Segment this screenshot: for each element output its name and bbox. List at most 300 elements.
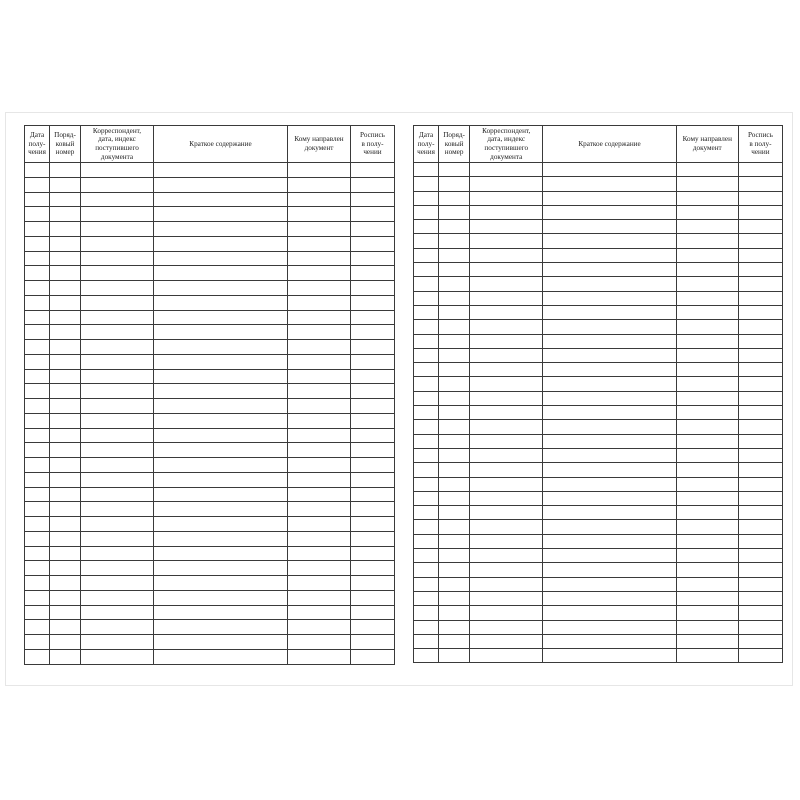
cell-number[interactable] — [439, 506, 470, 520]
cell-correspondent[interactable] — [470, 649, 543, 663]
cell-correspondent[interactable] — [81, 502, 154, 517]
cell-signature[interactable] — [738, 634, 782, 648]
cell-date[interactable] — [414, 506, 439, 520]
cell-date[interactable] — [414, 591, 439, 605]
cell-date[interactable] — [414, 620, 439, 634]
cell-correspondent[interactable] — [470, 420, 543, 434]
cell-recipient[interactable] — [676, 477, 738, 491]
cell-number[interactable] — [50, 295, 81, 310]
cell-signature[interactable] — [351, 354, 395, 369]
cell-correspondent[interactable] — [81, 310, 154, 325]
cell-summary[interactable] — [543, 305, 676, 319]
cell-date[interactable] — [414, 520, 439, 534]
cell-date[interactable] — [25, 281, 50, 296]
cell-date[interactable] — [25, 487, 50, 502]
cell-signature[interactable] — [738, 520, 782, 534]
cell-date[interactable] — [414, 391, 439, 405]
cell-summary[interactable] — [154, 620, 288, 635]
cell-recipient[interactable] — [676, 363, 738, 377]
cell-recipient[interactable] — [676, 334, 738, 348]
cell-number[interactable] — [439, 363, 470, 377]
cell-signature[interactable] — [351, 428, 395, 443]
cell-recipient[interactable] — [288, 384, 351, 399]
cell-number[interactable] — [50, 413, 81, 428]
cell-date[interactable] — [25, 590, 50, 605]
cell-recipient[interactable] — [676, 191, 738, 205]
cell-summary[interactable] — [543, 248, 676, 262]
cell-summary[interactable] — [543, 534, 676, 548]
cell-signature[interactable] — [351, 458, 395, 473]
cell-signature[interactable] — [351, 236, 395, 251]
cell-correspondent[interactable] — [470, 177, 543, 191]
cell-signature[interactable] — [738, 420, 782, 434]
cell-date[interactable] — [414, 334, 439, 348]
cell-date[interactable] — [414, 163, 439, 177]
cell-correspondent[interactable] — [81, 458, 154, 473]
cell-recipient[interactable] — [676, 277, 738, 291]
cell-summary[interactable] — [543, 263, 676, 277]
cell-summary[interactable] — [543, 448, 676, 462]
cell-recipient[interactable] — [288, 561, 351, 576]
cell-summary[interactable] — [543, 563, 676, 577]
cell-summary[interactable] — [543, 491, 676, 505]
cell-signature[interactable] — [738, 434, 782, 448]
cell-summary[interactable] — [154, 413, 288, 428]
cell-summary[interactable] — [154, 236, 288, 251]
cell-number[interactable] — [439, 491, 470, 505]
cell-number[interactable] — [439, 320, 470, 334]
cell-number[interactable] — [50, 531, 81, 546]
cell-correspondent[interactable] — [81, 177, 154, 192]
cell-date[interactable] — [414, 577, 439, 591]
cell-recipient[interactable] — [676, 463, 738, 477]
cell-recipient[interactable] — [676, 205, 738, 219]
cell-signature[interactable] — [351, 384, 395, 399]
cell-number[interactable] — [50, 384, 81, 399]
cell-date[interactable] — [25, 561, 50, 576]
cell-recipient[interactable] — [288, 325, 351, 340]
cell-recipient[interactable] — [676, 491, 738, 505]
cell-number[interactable] — [439, 591, 470, 605]
cell-signature[interactable] — [738, 377, 782, 391]
cell-correspondent[interactable] — [81, 590, 154, 605]
cell-date[interactable] — [25, 458, 50, 473]
cell-correspondent[interactable] — [470, 620, 543, 634]
cell-correspondent[interactable] — [81, 340, 154, 355]
cell-summary[interactable] — [154, 605, 288, 620]
cell-correspondent[interactable] — [470, 363, 543, 377]
cell-recipient[interactable] — [676, 434, 738, 448]
cell-date[interactable] — [25, 266, 50, 281]
cell-correspondent[interactable] — [81, 413, 154, 428]
cell-recipient[interactable] — [288, 531, 351, 546]
cell-date[interactable] — [414, 377, 439, 391]
cell-correspondent[interactable] — [470, 377, 543, 391]
cell-correspondent[interactable] — [81, 369, 154, 384]
cell-recipient[interactable] — [288, 192, 351, 207]
cell-summary[interactable] — [154, 369, 288, 384]
cell-date[interactable] — [25, 192, 50, 207]
cell-summary[interactable] — [154, 590, 288, 605]
cell-summary[interactable] — [154, 517, 288, 532]
cell-number[interactable] — [50, 236, 81, 251]
cell-date[interactable] — [414, 606, 439, 620]
cell-signature[interactable] — [351, 222, 395, 237]
cell-number[interactable] — [50, 546, 81, 561]
cell-correspondent[interactable] — [81, 192, 154, 207]
cell-correspondent[interactable] — [470, 234, 543, 248]
cell-summary[interactable] — [543, 591, 676, 605]
cell-recipient[interactable] — [288, 266, 351, 281]
cell-number[interactable] — [439, 205, 470, 219]
cell-recipient[interactable] — [676, 291, 738, 305]
cell-recipient[interactable] — [288, 207, 351, 222]
cell-date[interactable] — [414, 448, 439, 462]
cell-signature[interactable] — [351, 649, 395, 664]
cell-summary[interactable] — [154, 531, 288, 546]
cell-number[interactable] — [439, 177, 470, 191]
cell-date[interactable] — [414, 649, 439, 663]
cell-summary[interactable] — [543, 520, 676, 534]
cell-recipient[interactable] — [288, 487, 351, 502]
cell-date[interactable] — [25, 576, 50, 591]
cell-recipient[interactable] — [288, 590, 351, 605]
cell-summary[interactable] — [543, 277, 676, 291]
cell-recipient[interactable] — [288, 222, 351, 237]
cell-signature[interactable] — [738, 220, 782, 234]
cell-date[interactable] — [414, 491, 439, 505]
cell-date[interactable] — [414, 420, 439, 434]
cell-number[interactable] — [50, 561, 81, 576]
cell-signature[interactable] — [351, 177, 395, 192]
cell-summary[interactable] — [543, 477, 676, 491]
cell-number[interactable] — [439, 334, 470, 348]
cell-summary[interactable] — [154, 635, 288, 650]
cell-date[interactable] — [25, 546, 50, 561]
cell-correspondent[interactable] — [81, 605, 154, 620]
cell-date[interactable] — [414, 563, 439, 577]
cell-signature[interactable] — [738, 463, 782, 477]
cell-correspondent[interactable] — [81, 443, 154, 458]
cell-date[interactable] — [414, 477, 439, 491]
cell-date[interactable] — [25, 531, 50, 546]
cell-number[interactable] — [50, 192, 81, 207]
cell-date[interactable] — [414, 434, 439, 448]
cell-signature[interactable] — [351, 325, 395, 340]
cell-recipient[interactable] — [676, 606, 738, 620]
cell-number[interactable] — [439, 434, 470, 448]
cell-signature[interactable] — [351, 561, 395, 576]
cell-summary[interactable] — [154, 177, 288, 192]
cell-number[interactable] — [50, 310, 81, 325]
cell-recipient[interactable] — [676, 563, 738, 577]
cell-signature[interactable] — [738, 205, 782, 219]
cell-signature[interactable] — [738, 506, 782, 520]
cell-signature[interactable] — [351, 207, 395, 222]
cell-recipient[interactable] — [676, 220, 738, 234]
cell-recipient[interactable] — [676, 591, 738, 605]
cell-number[interactable] — [439, 248, 470, 262]
cell-summary[interactable] — [543, 506, 676, 520]
cell-number[interactable] — [50, 517, 81, 532]
cell-correspondent[interactable] — [81, 487, 154, 502]
cell-date[interactable] — [25, 620, 50, 635]
cell-date[interactable] — [414, 263, 439, 277]
cell-recipient[interactable] — [676, 577, 738, 591]
cell-signature[interactable] — [738, 263, 782, 277]
cell-signature[interactable] — [738, 320, 782, 334]
cell-signature[interactable] — [351, 413, 395, 428]
cell-correspondent[interactable] — [81, 531, 154, 546]
cell-signature[interactable] — [351, 443, 395, 458]
cell-signature[interactable] — [351, 531, 395, 546]
cell-number[interactable] — [439, 406, 470, 420]
cell-date[interactable] — [25, 354, 50, 369]
cell-correspondent[interactable] — [81, 546, 154, 561]
cell-correspondent[interactable] — [470, 448, 543, 462]
cell-correspondent[interactable] — [81, 325, 154, 340]
cell-summary[interactable] — [543, 163, 676, 177]
cell-signature[interactable] — [351, 192, 395, 207]
cell-summary[interactable] — [543, 420, 676, 434]
cell-date[interactable] — [25, 369, 50, 384]
cell-signature[interactable] — [738, 191, 782, 205]
cell-number[interactable] — [50, 472, 81, 487]
cell-summary[interactable] — [543, 177, 676, 191]
cell-signature[interactable] — [351, 576, 395, 591]
cell-summary[interactable] — [154, 281, 288, 296]
cell-number[interactable] — [439, 577, 470, 591]
cell-summary[interactable] — [543, 220, 676, 234]
cell-recipient[interactable] — [676, 348, 738, 362]
cell-date[interactable] — [414, 320, 439, 334]
cell-summary[interactable] — [543, 348, 676, 362]
cell-recipient[interactable] — [676, 634, 738, 648]
cell-summary[interactable] — [154, 443, 288, 458]
cell-correspondent[interactable] — [470, 534, 543, 548]
cell-recipient[interactable] — [676, 420, 738, 434]
cell-signature[interactable] — [351, 605, 395, 620]
cell-recipient[interactable] — [676, 506, 738, 520]
cell-correspondent[interactable] — [470, 291, 543, 305]
cell-summary[interactable] — [543, 620, 676, 634]
cell-number[interactable] — [50, 281, 81, 296]
cell-summary[interactable] — [154, 546, 288, 561]
cell-summary[interactable] — [154, 487, 288, 502]
cell-recipient[interactable] — [676, 448, 738, 462]
cell-signature[interactable] — [738, 363, 782, 377]
cell-signature[interactable] — [351, 517, 395, 532]
cell-summary[interactable] — [543, 577, 676, 591]
cell-summary[interactable] — [543, 334, 676, 348]
cell-signature[interactable] — [351, 502, 395, 517]
cell-recipient[interactable] — [676, 234, 738, 248]
cell-recipient[interactable] — [288, 458, 351, 473]
cell-summary[interactable] — [154, 163, 288, 178]
cell-date[interactable] — [25, 428, 50, 443]
cell-number[interactable] — [439, 348, 470, 362]
cell-summary[interactable] — [543, 434, 676, 448]
cell-number[interactable] — [439, 220, 470, 234]
cell-number[interactable] — [50, 635, 81, 650]
cell-date[interactable] — [414, 248, 439, 262]
cell-recipient[interactable] — [288, 177, 351, 192]
cell-number[interactable] — [439, 391, 470, 405]
cell-number[interactable] — [439, 649, 470, 663]
cell-signature[interactable] — [738, 391, 782, 405]
cell-summary[interactable] — [543, 649, 676, 663]
cell-recipient[interactable] — [288, 369, 351, 384]
cell-number[interactable] — [50, 251, 81, 266]
cell-number[interactable] — [439, 549, 470, 563]
cell-summary[interactable] — [154, 399, 288, 414]
cell-signature[interactable] — [351, 590, 395, 605]
cell-signature[interactable] — [738, 448, 782, 462]
cell-correspondent[interactable] — [470, 348, 543, 362]
cell-correspondent[interactable] — [81, 620, 154, 635]
cell-signature[interactable] — [738, 177, 782, 191]
cell-signature[interactable] — [738, 491, 782, 505]
cell-summary[interactable] — [543, 363, 676, 377]
cell-signature[interactable] — [738, 620, 782, 634]
cell-recipient[interactable] — [288, 399, 351, 414]
cell-number[interactable] — [50, 428, 81, 443]
cell-date[interactable] — [25, 443, 50, 458]
cell-correspondent[interactable] — [81, 472, 154, 487]
cell-date[interactable] — [414, 305, 439, 319]
cell-correspondent[interactable] — [470, 305, 543, 319]
cell-number[interactable] — [50, 340, 81, 355]
cell-summary[interactable] — [154, 428, 288, 443]
cell-correspondent[interactable] — [470, 191, 543, 205]
cell-summary[interactable] — [154, 295, 288, 310]
cell-recipient[interactable] — [676, 163, 738, 177]
cell-recipient[interactable] — [288, 502, 351, 517]
cell-number[interactable] — [439, 520, 470, 534]
cell-number[interactable] — [50, 266, 81, 281]
cell-summary[interactable] — [154, 384, 288, 399]
cell-correspondent[interactable] — [470, 320, 543, 334]
cell-signature[interactable] — [351, 295, 395, 310]
cell-date[interactable] — [414, 463, 439, 477]
cell-signature[interactable] — [351, 635, 395, 650]
cell-date[interactable] — [25, 605, 50, 620]
cell-date[interactable] — [25, 163, 50, 178]
cell-date[interactable] — [414, 634, 439, 648]
cell-recipient[interactable] — [288, 251, 351, 266]
cell-correspondent[interactable] — [470, 406, 543, 420]
cell-date[interactable] — [414, 549, 439, 563]
cell-number[interactable] — [439, 263, 470, 277]
cell-date[interactable] — [414, 406, 439, 420]
cell-correspondent[interactable] — [470, 549, 543, 563]
cell-summary[interactable] — [154, 458, 288, 473]
cell-correspondent[interactable] — [81, 649, 154, 664]
cell-date[interactable] — [25, 325, 50, 340]
cell-correspondent[interactable] — [81, 384, 154, 399]
cell-correspondent[interactable] — [81, 635, 154, 650]
cell-summary[interactable] — [154, 502, 288, 517]
cell-recipient[interactable] — [676, 248, 738, 262]
cell-signature[interactable] — [351, 399, 395, 414]
cell-date[interactable] — [414, 277, 439, 291]
cell-correspondent[interactable] — [81, 576, 154, 591]
cell-recipient[interactable] — [676, 263, 738, 277]
cell-number[interactable] — [50, 207, 81, 222]
cell-correspondent[interactable] — [81, 222, 154, 237]
cell-signature[interactable] — [351, 281, 395, 296]
cell-recipient[interactable] — [288, 340, 351, 355]
cell-number[interactable] — [50, 590, 81, 605]
cell-date[interactable] — [414, 534, 439, 548]
cell-number[interactable] — [50, 649, 81, 664]
cell-summary[interactable] — [543, 549, 676, 563]
cell-signature[interactable] — [351, 310, 395, 325]
cell-date[interactable] — [414, 191, 439, 205]
cell-summary[interactable] — [543, 377, 676, 391]
cell-summary[interactable] — [543, 391, 676, 405]
cell-date[interactable] — [25, 472, 50, 487]
cell-correspondent[interactable] — [470, 463, 543, 477]
cell-signature[interactable] — [738, 334, 782, 348]
cell-summary[interactable] — [154, 576, 288, 591]
cell-signature[interactable] — [738, 577, 782, 591]
cell-signature[interactable] — [351, 369, 395, 384]
cell-number[interactable] — [50, 222, 81, 237]
cell-recipient[interactable] — [288, 236, 351, 251]
cell-recipient[interactable] — [288, 443, 351, 458]
cell-date[interactable] — [414, 234, 439, 248]
cell-correspondent[interactable] — [81, 236, 154, 251]
cell-date[interactable] — [25, 251, 50, 266]
cell-correspondent[interactable] — [470, 277, 543, 291]
cell-recipient[interactable] — [288, 649, 351, 664]
cell-correspondent[interactable] — [81, 281, 154, 296]
cell-number[interactable] — [439, 477, 470, 491]
cell-number[interactable] — [50, 576, 81, 591]
cell-number[interactable] — [439, 377, 470, 391]
cell-signature[interactable] — [738, 549, 782, 563]
cell-number[interactable] — [439, 634, 470, 648]
cell-summary[interactable] — [543, 205, 676, 219]
cell-date[interactable] — [25, 340, 50, 355]
cell-date[interactable] — [25, 222, 50, 237]
cell-number[interactable] — [439, 234, 470, 248]
cell-number[interactable] — [439, 463, 470, 477]
cell-recipient[interactable] — [288, 295, 351, 310]
cell-correspondent[interactable] — [81, 428, 154, 443]
cell-recipient[interactable] — [676, 620, 738, 634]
cell-date[interactable] — [25, 177, 50, 192]
cell-recipient[interactable] — [288, 354, 351, 369]
cell-summary[interactable] — [543, 291, 676, 305]
cell-correspondent[interactable] — [470, 334, 543, 348]
cell-number[interactable] — [50, 177, 81, 192]
cell-summary[interactable] — [154, 222, 288, 237]
cell-correspondent[interactable] — [470, 220, 543, 234]
cell-number[interactable] — [439, 420, 470, 434]
cell-date[interactable] — [414, 205, 439, 219]
cell-correspondent[interactable] — [470, 205, 543, 219]
cell-recipient[interactable] — [288, 281, 351, 296]
cell-summary[interactable] — [154, 266, 288, 281]
cell-recipient[interactable] — [288, 310, 351, 325]
cell-date[interactable] — [414, 363, 439, 377]
cell-correspondent[interactable] — [81, 399, 154, 414]
cell-date[interactable] — [25, 236, 50, 251]
cell-signature[interactable] — [738, 248, 782, 262]
cell-correspondent[interactable] — [470, 391, 543, 405]
